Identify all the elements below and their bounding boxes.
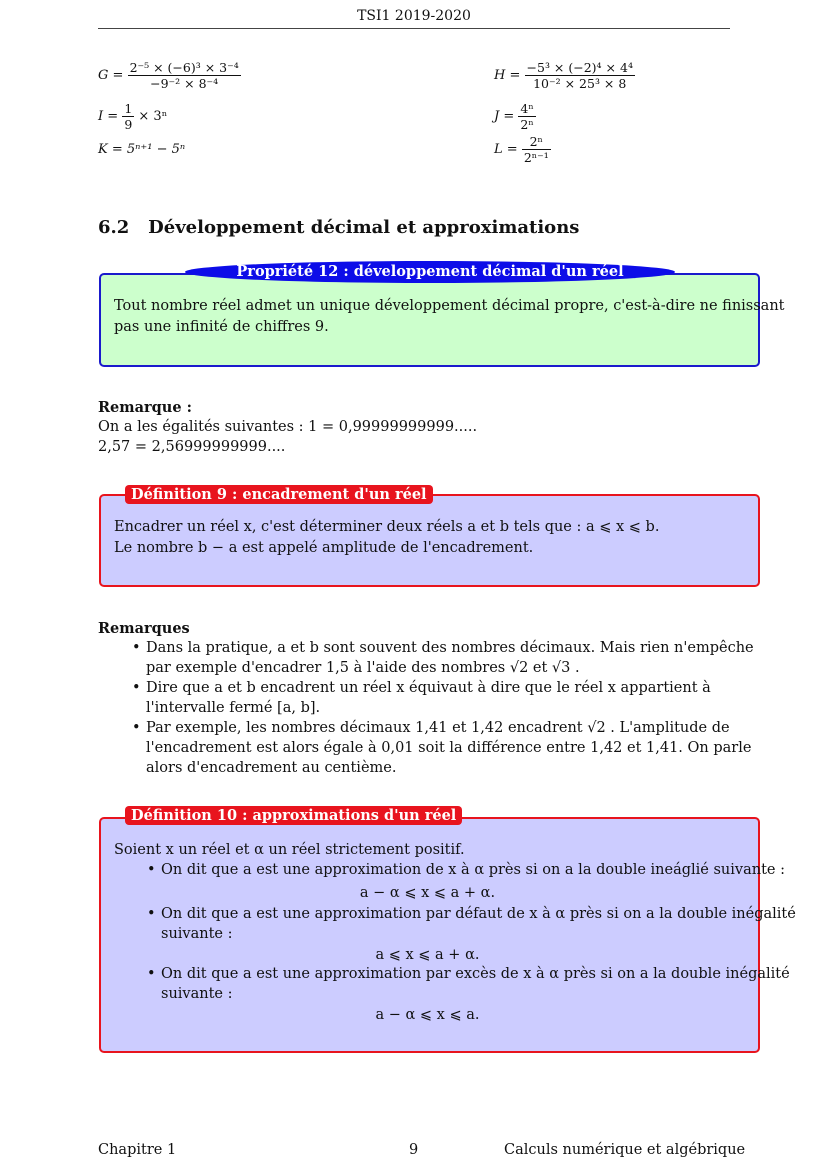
remark-text: On a les égalités suivantes : 1 = 0,99999999999..... (98, 419, 478, 435)
bullet-text: alors d'encadrement au centième. (146, 760, 397, 776)
bullet-item: • Par exemple, les nombres décimaux 1,41 et 1,42 encadrent √2 . L'amplitude de (146, 720, 730, 736)
property-title: Propriété 12 : développement décimal d'un réel (185, 261, 675, 283)
property-text: Tout nombre réel admet un unique développement décimal propre, c'est-à-dire ne finissant (114, 298, 785, 314)
formula-g: G = $\frac{\text{2⁻⁵ × (−6)³ × 3⁻⁴}}{\text{−9⁻² × 8⁻⁴}}$ (98, 60, 239, 91)
bullet-item: • On dit que a est une approximation par excès de x à α près si on a la double inégalité (161, 966, 790, 982)
definition-text: Encadrer un réel x, c'est déterminer deux réels a et b tels que : a ⩽ x ⩽ b. (114, 519, 660, 535)
bullet-text: l'encadrement est alors égale à 0,01 soit la différence entre 1,42 et 1,41. On parle (146, 740, 752, 756)
formula: a ⩽ x ⩽ a + α. (375, 947, 480, 963)
bullet-text: l'intervalle fermé [a, b]. (146, 700, 321, 716)
formula-h: H = $\frac{\text{−5³ × (−2)⁴ × 4⁴}}{\text{10⁻² × 25³ × 8}}$ (494, 60, 633, 91)
formula: a − α ⩽ x ⩽ a + α. (359, 885, 496, 901)
bullet-text: suivante : (161, 986, 233, 1002)
page-header: TSI1 2019-2020 (357, 8, 471, 24)
property-text: pas une infinité de chiffres 9. (114, 319, 329, 335)
formula: a − α ⩽ x ⩽ a. (375, 1007, 480, 1023)
bullet-item: • Dans la pratique, a et b sont souvent des nombres décimaux. Mais rien n'empêche (146, 640, 754, 656)
bullet-item: • On dit que a est une approximation de x à α près si on a la double ineáglié suivante : (161, 862, 785, 878)
footer-page-number: 9 (409, 1142, 419, 1158)
header-rule (98, 28, 730, 29)
footer-chapter: Chapitre 1 (98, 1142, 177, 1158)
definition-text: Le nombre b − a est appelé amplitude de l'encadrement. (114, 540, 534, 556)
formula-i: I = $\frac{1}{9}$ × 3ⁿ (98, 101, 168, 132)
remark-text: 2,57 = 2,56999999999.... (98, 439, 286, 455)
bullet-item: • On dit que a est une approximation par défaut de x à α près si on a la double inégalité (161, 906, 796, 922)
definition-9-title: Définition 9 : encadrement d'un réel (125, 485, 433, 504)
formula-k: K = 5ⁿ⁺¹ − 5ⁿ (98, 142, 186, 157)
bullet-item: • Dire que a et b encadrent un réel x équivaut à dire que le réel x appartient à (146, 680, 711, 696)
bullet-text: suivante : (161, 926, 233, 942)
definition-intro: Soient x un réel et α un réel strictement positif. (114, 842, 465, 858)
remarks-title: Remarques (98, 620, 190, 637)
definition-10-title: Définition 10 : approximations d'un réel (125, 806, 462, 825)
remark-title: Remarque : (98, 399, 192, 416)
formula-l: L = $\frac{\text{2ⁿ}}{\text{2ⁿ⁻¹}}$ (494, 134, 549, 165)
footer-title: Calculs numérique et algébrique (504, 1142, 746, 1158)
bullet-text: par exemple d'encadrer 1,5 à l'aide des nombres √2 et √3 . (146, 660, 580, 676)
section-heading: 6.2 Développement décimal et approximations (98, 217, 580, 238)
formula-j: J = $\frac{\text{4ⁿ}}{\text{2ⁿ}}$ (494, 101, 534, 132)
